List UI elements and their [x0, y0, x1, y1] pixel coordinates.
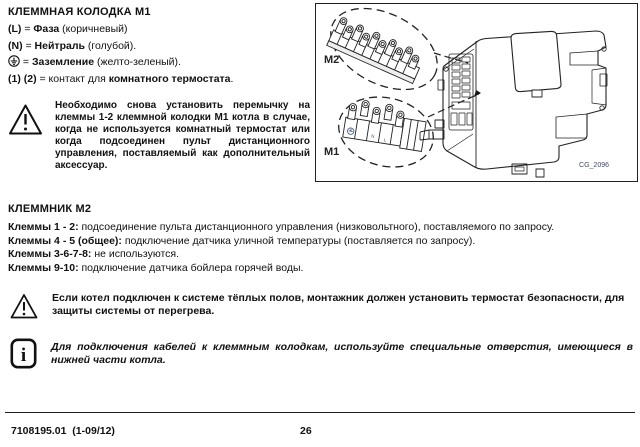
def-sep: =	[21, 23, 34, 35]
def-rest: (желто-зеленый).	[94, 56, 181, 68]
def-rest: (коричневый)	[59, 23, 128, 35]
ground-icon	[8, 55, 20, 67]
def-term: Заземление	[31, 56, 95, 68]
boiler-control-unit	[420, 31, 607, 177]
def-line-thermostat	[8, 71, 308, 88]
warning-block-m1	[8, 100, 310, 172]
m1-terminal-label-l: L	[383, 137, 387, 143]
info-note-text: Для подключения кабелей к клеммным колодкам, используйте специальные отверстия, имеющиеся в нижней части котла.	[51, 341, 633, 366]
m2-terminal-list	[8, 221, 634, 275]
m2-line-label: Клеммы 9-10:	[8, 261, 79, 274]
m2-line-3-6-7-8	[8, 248, 634, 262]
info-note-block	[10, 338, 634, 369]
m2-line-label: Клеммы 3-6-7-8:	[8, 248, 92, 260]
m2-line-4-5	[8, 235, 634, 249]
def-rest: .	[230, 72, 234, 85]
section-title-m1: КЛЕММНАЯ КОЛОДКА М1	[8, 6, 151, 18]
figure-terminal-blocks	[315, 3, 638, 182]
warning-block-floor-heating	[10, 292, 634, 320]
figure-drawing	[316, 4, 637, 181]
m1-definition-list	[8, 21, 308, 87]
m2-terminal-strip	[327, 16, 426, 84]
warning-triangle-icon	[8, 100, 43, 136]
def-sep: =	[22, 39, 35, 52]
m2-line-1-2	[8, 221, 634, 235]
warning-triangle-icon	[10, 292, 38, 320]
def-line-neutral	[8, 38, 308, 55]
figure-label-m1: M1	[324, 146, 340, 158]
m2-line-text: не используются.	[91, 248, 180, 260]
m1-terminal-block	[342, 98, 428, 152]
m1-terminal-label-n: N	[370, 133, 375, 139]
def-term: комнатного термостата	[108, 72, 231, 85]
m2-line-9-10	[8, 262, 634, 276]
def-sep: =	[20, 56, 32, 68]
m2-line-text: подключение датчика уличной температуры (поставляется по запросу).	[121, 234, 476, 247]
figure-label-m2: M2	[324, 54, 340, 66]
m2-line-text: подсоединение пульта дистанционного управления (низковольтного), поставляемого по запросу.	[78, 221, 555, 233]
def-key: (1) (2)	[8, 72, 37, 85]
def-key: (N)	[8, 39, 23, 52]
def-rest: (голубой).	[84, 39, 137, 52]
section-title-m2: КЛЕММНИК М2	[8, 203, 92, 215]
footer-page-number: 26	[300, 425, 312, 437]
footer-divider	[5, 412, 635, 413]
info-icon	[10, 338, 37, 369]
def-line-phase	[8, 21, 308, 38]
leader-line-m1	[428, 94, 479, 117]
def-term: Нейтраль	[34, 39, 85, 52]
svg-text:i: i	[20, 345, 27, 366]
footer-doc-code: 7108195.01 (1-09/12)	[11, 425, 115, 437]
warning-text-floor-heating: Если котел подключен к системе тёплых полов, монтажник должен установить термостат безопасности, для защиты системы от перегрева.	[52, 292, 625, 317]
def-key: (L)	[8, 23, 22, 35]
figure-ref-code: CG_2096	[579, 162, 609, 169]
def-term: Фаза	[33, 23, 60, 35]
warning-text-m1: Необходимо снова установить перемычку на клеммы 1-2 клеммной колодки М1 котла в случае, когда не используется комнатный термостат или когда подсоединен пульт дистанционного управления, поставляемый как дополнительный аксессуар.	[55, 100, 310, 171]
m2-line-text: подключение датчика бойлера горячей воды.	[78, 261, 304, 274]
leader-arrow	[474, 90, 481, 97]
m2-line-label: Клеммы 1 - 2:	[8, 221, 79, 233]
m2-line-label: Клеммы 4 - 5 (общее):	[8, 234, 122, 247]
def-line-ground	[8, 54, 308, 71]
def-sep: = контакт для	[36, 72, 109, 85]
